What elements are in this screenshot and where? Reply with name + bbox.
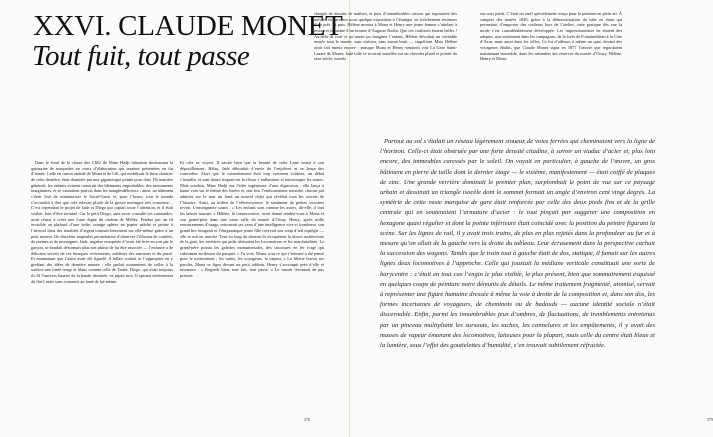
body-column-left-1: Dans le fond de la classe des CM2 de Mme Hadji trônaient dorénavant la quinzaine de maquettes en cours d’élaboration qui seraient présentées en fin d’année. Celle en carton ondulé de Mona et de Lili, qui mobilisait le futur chantier de cette dernière, était dominée par une gigantesque pointe pour chat. De manière générale, les enfants avaient construit des bâtiments improbables, des monuments imaginaires, et se vaumiient parfois dans les nataglesdélicieux : ainsi, un bâtiment s’était fixé de miniaturiser le Sacré-Cœur et, pour l’heure, tout le monde s’accordait à dire que cela relevait plutôt de la grosse meringue très crasseuse… C’est cependant le projet de Jade et Diego qui captait toute l’attention, et il était visible, loin d’être terminé. Car le petit Diego, sans avoir consulté ses camarades, avait réussi à créer une Lune digne du cinéma de Méliès. Pendue par un fil invisible au plafond d’une boîte, orange sphère en papier mâché et peinte à l’aérosol dans des tonalités d’argent tournait lentement sur elle-même grâce à un petit moteur. De discrètes ampoules permettaient d’observer l’illusion de cratères, de ravines et de montagnes. Jade, naguère exaspérée d’avoir été tirée au sort par le garçon, se boudait désormais plus son plaisir de lui être associée — l’enfance a de délicates secrets de ces brusques revirements, oublieux des rancunes et du passé. Et maintenant que l’astre avait été fignolé, il fallait voulait se l’approprier en y greffant des idées de dernière minute : elle parlait notamment de coller à la surface une fusée rouge et blanc comme celle de Tintin. Diego, qui avait toujours ils fil l’univers lunaire de la bande dessinée, ne pipait mot. Il opinait sereinement du chef, mais sans consentir au fond de lui-même. bbox=[31, 160, 173, 284]
painting-description: Partout au sol s’étalait un réseau légèrement sinueux de voies ferrées qui cheminaient vers la ligne de l’horizon. Celle-ci était obstruée par une forte densité citadine, à savoir un viaduc d’acier et, plus loin encore, des immeubles caressés par le soleil. On voyait en particulier, à gauche de l’œuvre, un gros bâtiment en pierre de taille dont le dernier étage — le sixième, manifestement — était coiffé de plaques de zinc. Une grande verrière dominait le premier plan, surplombait le point de vue sur ce paysage urbain et dessinait un triangle isocèle dont le sommet formait un angle d’environ cent vingt degrés. La symétrie de cette vaste marquise de gare était renforcée par celle des deux pieds fins et de la grille centrale qui en soutenaient l’armature d’acier : le tout pinçait par suggérer une composition en hexagone quasi régulier et dont la pointe inférieure était coïncidé avec la position du peintre figurant la scène. Sur les lignes de rail, il y avait trois trains, de plus en plus rejetés dans la profondeur au fur et à mesure qu’on allait de la gauche vers la droite du tableau. Leur écrasement dans la perspective cachait la succession des wagons. Tandis que le train tout à gauche était de dos, statique, il fumait sur les autres lignes deux locomotives à l’approche. Celle qui jouxtait la médiane verticale constituait une sorte de barycentre : c’était en tout cas l’engin le plus visible, le plus présent, bien que sommairement esquissé en quelques coups de peinture noire démunis de détails. Le même traitement fragmenté, atomisé, servait à représenter une figure humaine dressée à même la voie à droite de la composition et, dans son dos, les formes incertaines de voyageurs, de cheminots ou de badauds — aucune identité sociale n’était discernable. Enfin, parmi les innombrables jeux d’ombres, de fluctuations, de tremblements entretenus par un pinceau multipliant les sursauts, les taches, les cannelures et les empâtements, il y avait des masses de vapeur émanant des locomotives, laiteuses pour la plupart, mais celle du centre était bleue et la lumière, sous l’effet des gouttelettes d’humidité, s’en trouvait subtilement réfractée. bbox=[380, 138, 655, 350]
page-number-left: 378 bbox=[304, 417, 310, 422]
chapter-subtitle: Tout fuit, tout passe bbox=[32, 40, 250, 72]
running-header bbox=[30, 8, 31, 11]
body-column-left-2: Et cela se voyait. Il savait bien que la beauté de cette Lune tenait à son dépouillement. Hélas, Jade débordait d’envie de l’enjoliver et se lança des contredire. Alors que le consentement était trop vraiment coûteux, un débat s’installa, et sans doute risquait-on la classe s’enflammer et interrompre les autres. Mais soudain, Mme Hadji eut l’idée ingénieuse d’une digression : elle lança à haute voix sur le thème des fusées et, une fois l’enthousiasme retombé, chacun put admirer sur le mur du fond un nouvel objet qui révélait tous les secrets de l’histoire. Ainsi, au milieu de l’effervescence, le sentiment de petites victoires revint. L’enseignante sourit : « Les enfants sont comme les astres, dit-elle, il faut les laisser tourner. » Hélène, la conservatrice, avait donné rendez-vous à Mona et son grand-père dans une vaste salle du musée d’Orsay. Henry, après mille renoncements d’usage, retrouvait ses yeux d’une intelligence vive et frondeuse, son grand bec bougeait et l’énigmatique jeune fille recevait son coup d’œil espiègle — elle se mit en marche. Tout au long du chemin ils évoquèrent la douce architecture de la gare, les verrières qui jadis abritaient les locomotives et les marchandises. Le grand-père pointa les galeries monumentales, des structures en fer forgé qui culminent au-dessus du parquet. « Tu vois, Mona, tout ce qui t’entoure a été pensé pour le mouvement ; les trains, les voyageurs, la vapeur. » La fillette buvait ses paroles. Mona se figea devant un petit tableau. Henry s’accroupit près d’elle et murmura : « Regarde bien, tout fuit, tout passe. » Le musée résonnait de pas pressés. bbox=[180, 160, 324, 279]
body-column-right-2: sur trois pieds. C’était un outil spécialement conçu pour la peinture en plein air. À compter des années 1840, grâce à la démocratisation du tube en étain qui permettait d’emporter des couleurs hors de l’atelier, cette pratique dès vue la mode s’est considérablement développée. Les impressionnistes en étaient des adeptes, non seulement dans les campagnes, de la forêt de Fontainebleau à la Côte d’Azur, mais aussi dans les villes. Ce fut d’ailleurs à même un quai, devant des voyageurs ébahis, que Claude Monet signa en 1877 l’œuvre que regardaient maintenant ensemble, dans les méandres des réserves du musée d’Orsay, Hélène, Henry et Mona. bbox=[480, 11, 622, 62]
left-page bbox=[0, 0, 349, 437]
chapter-heading: XXVI. CLAUDE MONET bbox=[33, 10, 343, 42]
page-number-right: 379 bbox=[707, 417, 713, 422]
body-column-right-1: chargés de dessins de maîtres, et puis d’innombrables caisses qui reposaient des œuvres en partance pour quelque exposition à l’étranger ou fraîchement revenues d’un prêt. Et puis, Hélène montra à Mona et Henry une jeune femme s’attelant à restaurer la patine d’un bronze d’Auguste Rodin. Que ces coulisses étaient belles ! Au-delà de tout ce qu’aurait pu imaginer l’enfant, Hélène dévoilait un véritable musée sous le musée, sans visiteur, sans aucun bruit — stupéfiant. Mais Hélène avait fait mieux encore : puisque Mona et Henry venaient voir La Gare Saint-Lazare de Monet, Jade toile se trouvait installée sur un chevalet pliant et portait du xixe siècle, mordu bbox=[314, 11, 457, 62]
